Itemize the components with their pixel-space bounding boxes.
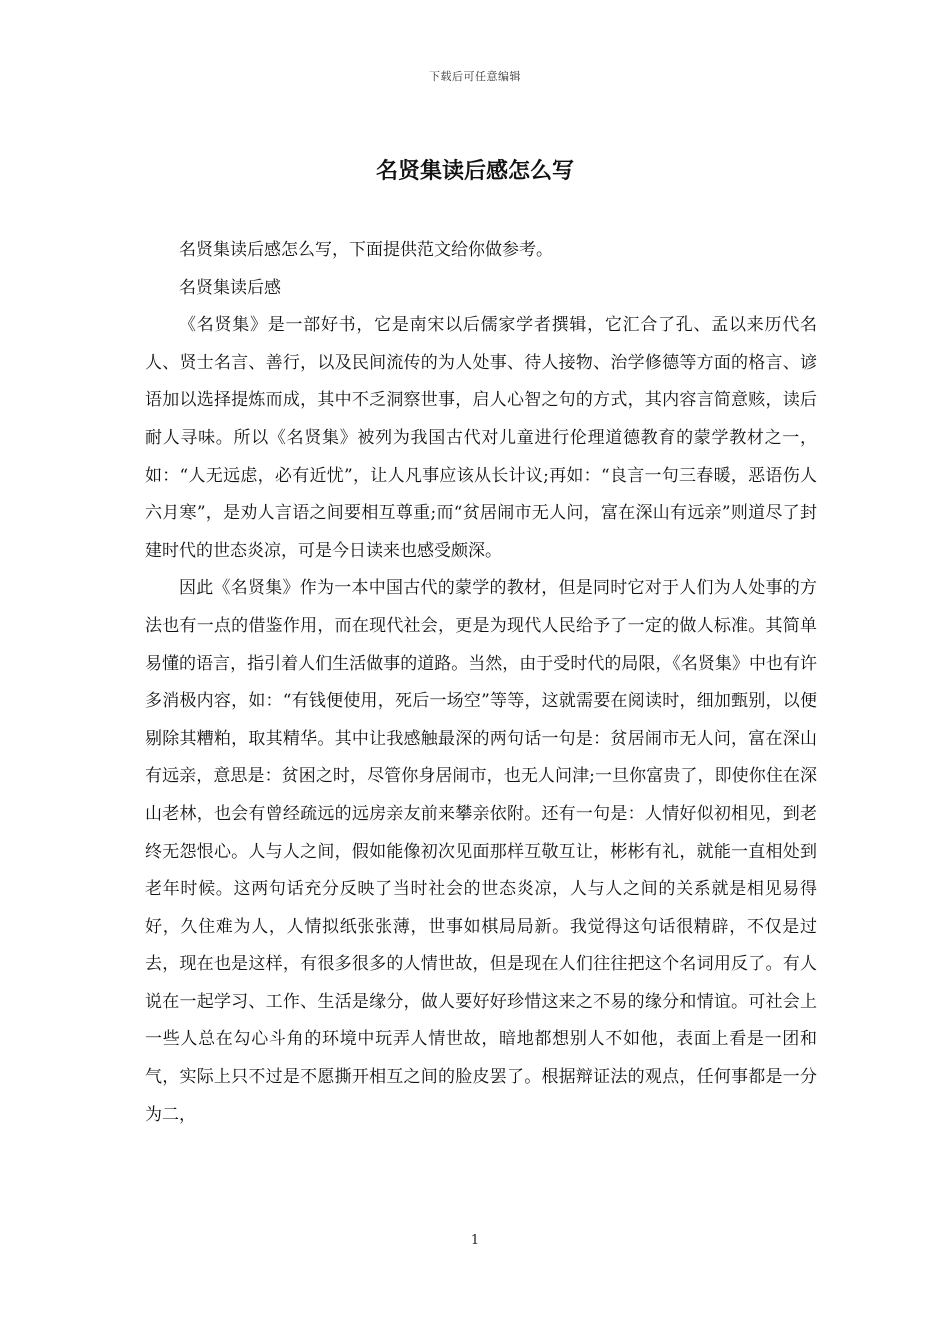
intro-paragraph: 名贤集读后感怎么写，下面提供范文给你做参考。 [179, 240, 553, 260]
body-paragraph: 因此《名贤集》作为一本中国古代的蒙学的教材，但是同时它对于人们为人处事的方法也有一点的借鉴作用，而在现代社会，更是为现代人民给予了一定的做人标准。其简单易懂的语言，指引着人们生活做事的道路。当然，由于受时代的局限，《名贤集》中也有许多消极内容，如：“有钱便使用，死后一场空”等等，这就需要在阅读时，细加甄别，以便剔除其糟粕，取其精华。其中让我感触最深的两句话一句是：贫居闹市无人问，富在深山有远亲，意思是：贫困之时，尽管你身居闹市，也无人问津;一旦你富贵了，即使你住在深山老林，也会有曾经疏远的远房亲友前来攀亲依附。还有一句是：人情好似初相见，到老终无怨恨心。人与人之间，假如能像初次见面那样互敬互让，彬彬有礼，就能一直相处到老年时候。这两句话充分反映了当时社会的世态炎凉，人与人之间的关系就是相见易得好，久住难为人，人情拟纸张张薄，世事如棋局局新。我觉得这句话很精辟，不仅是过去，现在也是这样，有很多很多的人情世故，但是现在人们往往把这个名词用反了。有人说在一起学习、工作、生活是缘分，做人要好好珍惜这来之不易的缘分和情谊。可社会上一些人总在勾心斗角的环境中玩弄人情世故，暗地都想别人不如他，表面上看是一团和气，实际上只不过是不愿撕开相互之间的脸皮罢了。根据辩证法的观点，任何事都是一分为二， [145, 578, 817, 1125]
body-paragraph: 《名贤集》是一部好书，它是南宋以后儒家学者撰辑，它汇合了孔、孟以来历代名人、贤士名言、善行，以及民间流传的为人处事、待人接物、治学修德等方面的格言、谚语加以选择提炼而成，其中不乏洞察世事，启人心智之句的方式，其内容言简意赅，读后耐人寻味。所以《名贤集》被列为我国古代对儿童进行伦理道德教育的蒙学教材之一，如：“人无远虑，必有近忧”，让人凡事应该从长计议;再如：“良言一句三春暖，恶语伤人六月寒”，是劝人言语之间要相互尊重;而“贫居闹市无人问，富在深山有远亲”则道尽了封建时代的世态炎凉，可是今日读来也感受颇深。 [145, 315, 817, 561]
section-heading: 名贤集读后感 [179, 277, 281, 298]
page-number: 1 [470, 1233, 480, 1248]
document-title: 名贤集读后感怎么写 [375, 158, 574, 184]
header-note: 下载后可任意编辑 [429, 70, 521, 83]
document-body [145, 232, 817, 1134]
